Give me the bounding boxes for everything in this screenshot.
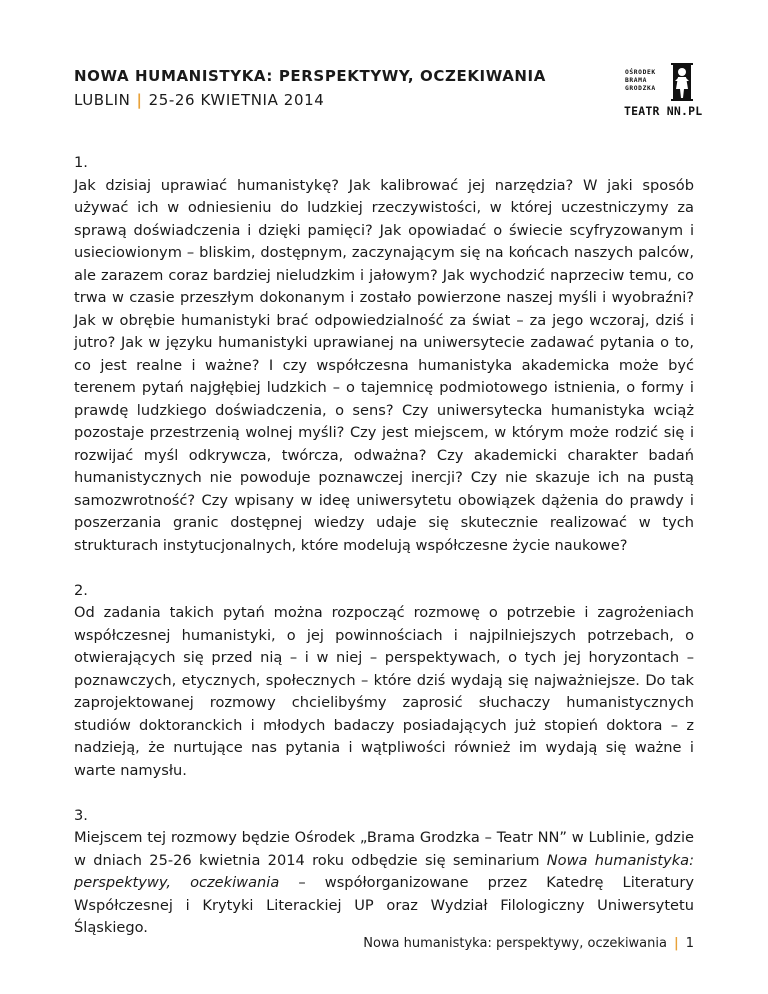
running-title: Nowa humanistyka: perspektywy, oczekiwania (363, 936, 667, 951)
page-footer (363, 936, 694, 951)
section-text-before: Miejscem tej rozmowy będzie Ośrodek „Brama Grodzka – Teatr NN” w Lublinie, gdzie w dniach 25-26 kwietnia 2014 roku odbędzie się seminarium (74, 829, 694, 869)
logo-line-3: GRODZKA (625, 85, 656, 92)
document-header (74, 66, 546, 110)
event-dates: 25-26 KWIETNIA 2014 (148, 91, 325, 109)
logo-teatr-text: TEATR NN.PL (624, 104, 703, 118)
logo-words (625, 69, 669, 93)
section-3 (74, 805, 694, 940)
seminar-title-italic: Nowa humanistyka: perspektywy, oczekiwania (74, 851, 695, 891)
logo-line-2: BRAMA (625, 77, 647, 84)
section-number: 3. (74, 806, 88, 824)
section-text-after: – współorganizowane przez Katedrę Literatury Współczesnej i Krytyki Literackiej UP oraz Wydział Filologiczny Uniwersytetu Śląskiego. (74, 874, 694, 936)
section-2 (74, 580, 694, 783)
teatr-nn-logo (624, 62, 706, 120)
header-separator: | (136, 91, 143, 109)
section-text: Od zadania takich pytań można rozpocząć rozmowę o potrzebie i zagrożeniach współczesnej humanistyki, o jej powinnościach i najpilniejszych potrzebach, o otwierających się przed nią – i w niej – perspektywach, o tych jej horyzontach – poznawczych, etycznych, społecznych – które dziś wydają się najważniejsze. Do tak zaprojektowanej rozmowy chcielibyśmy zaprosić słuchaczy humanistycznych studiów doktoranckich i młodych badaczy posiadających już stopień doktora – z nadzieją, że nurtujące nas pytania i wątpliwości również im wydają się ważne i warte namysłu. (74, 604, 694, 779)
logo-line-1: OŚRODEK (625, 69, 656, 76)
section-number: 1. (74, 154, 88, 171)
document-body (74, 152, 694, 962)
theatre-figure-icon (670, 62, 694, 102)
section-text: Jak dzisiaj uprawiać humanistykę? Jak kalibrować jej narzędzia? W jaki sposób używać ich w odniesieniu do ludzkiej rzeczywistości, w której uczestniczymy za sprawą doświadczenia i dzięki pamięci? Jak opowiadać o świecie scyfryzowanym i usieciowionym – bliskim, dostępnym, zaczynającym się na końcach naszych palców, ale zarazem coraz bardziej nieludzkim i jałowym? Jak wychodzić naprzeciw temu, co trwa w czasie przeszłym dokonanym i zostało powierzone naszej myśli i wyobraźni? Jak w obrębie humanistyki brać odpowiedzialność za świat – za jego wczoraj, dziś i jutro? Jak w języku humanistyki uprawianej na uniwersytecie zadawać pytania o to, co jest realne i ważne? I czy współczesna humanistyka akademicka może być terenem pytań najgłębiej ludzkich – o tajemnicę podmiotowego istnienia, o formy i prawdę ludzkiego doświadczenia, o sens? Czy uniwersytecka humanistyka wciąż pozostaje przestrzenią wolnej myśli? Czy jest miejscem, w którym może rodzić się i rozwijać myśl odkrywcza, twórcza, odważna? Czy akademicki charakter badań humanistycznych nie powoduje poznawczej inercji? Czy nie skazuje ich na pustą samozwrotność? Czy wpisany w ideę uniwersytetu obowiązek dążenia do prawdy i poszerzania granic dostępnej wiedzy udaje się skutecznie realizować w tych strukturach instytucjonalnych, które modelują współczesne życie naukowe? (74, 176, 694, 554)
section-1 (74, 152, 694, 557)
section-number: 2. (74, 581, 88, 599)
footer-separator: | (673, 936, 679, 951)
event-city: LUBLIN (74, 91, 131, 109)
page-number: 1 (685, 936, 694, 951)
event-location-date (74, 90, 546, 110)
page-title: NOWA HUMANISTYKA: PERSPEKTYWY, OCZEKIWANIA (74, 67, 546, 85)
